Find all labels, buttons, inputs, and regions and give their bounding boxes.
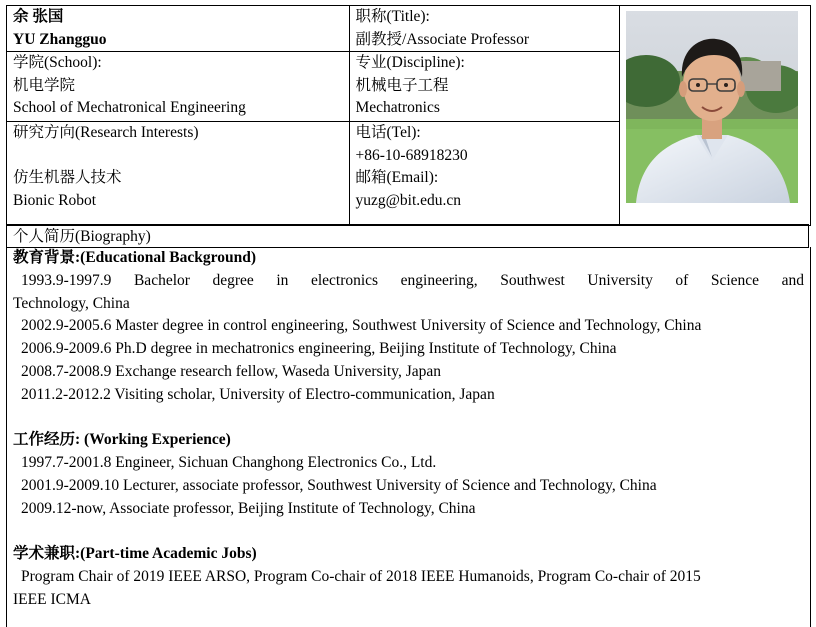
- school-cell: [7, 52, 350, 122]
- discipline-label: 专业(Discipline):: [355, 54, 465, 71]
- discipline-cell: [349, 52, 620, 122]
- work-title: 工作经历: (Working Experience): [13, 431, 231, 449]
- name-cell: [7, 6, 350, 52]
- portrait-photo: [626, 11, 798, 203]
- education-item: 2011.2-2012.2 Visiting scholar, University of Electro-communication, Japan: [21, 385, 495, 403]
- work-item: 2009.12-now, Associate professor, Beijing Institute of Technology, China: [21, 499, 476, 517]
- email-value[interactable]: yuzg@bit.edu.cn: [355, 191, 462, 209]
- title-value: 副教授/Associate Professor: [355, 30, 530, 48]
- tel-value: +86-10-68918230: [355, 146, 468, 164]
- education-item: 2006.9-2009.6 Ph.D degree in mechatronics engineering, Beijing Institute of Technology, China: [21, 340, 617, 358]
- discipline-en: Mechatronics: [355, 99, 440, 116]
- education-item-continued: Technology, China: [13, 294, 130, 312]
- biography-section: [6, 247, 811, 627]
- research-cell: [7, 122, 350, 226]
- education-title: 教育背景:(Educational Background): [13, 249, 257, 266]
- education-item: 1993.9-1997.9 Bachelor degree in electronics engineering, Southwest University of Science and: [21, 271, 804, 289]
- discipline-cn: 机械电子工程: [355, 76, 449, 94]
- research-en: Bionic Robot: [13, 191, 97, 209]
- work-item: 2001.9-2009.10 Lecturer, associate professor, Southwest University of Science and Technology, China: [21, 476, 657, 494]
- research-cn: 仿生机器人技术: [13, 169, 122, 186]
- title-cell: [349, 6, 620, 52]
- school-label: 学院(School):: [13, 54, 102, 71]
- profile-sheet: [6, 5, 811, 626]
- jobs-line: Program Chair of 2019 IEEE ARSO, Program Co-chair of 2018 IEEE Humanoids, Program Co-chair of 2015: [21, 568, 701, 586]
- research-label: 研究方向(Research Interests): [13, 124, 199, 141]
- tel-label: 电话(Tel):: [355, 124, 421, 141]
- education-item: 2008.7-2008.9 Exchange research fellow, Waseda University, Japan: [21, 362, 441, 380]
- education-item: 2002.9-2005.6 Master degree in control engineering, Southwest University of Science and Technology, China: [21, 317, 702, 335]
- contact-cell: [349, 122, 620, 226]
- school-en: School of Mechatronical Engineering: [13, 99, 246, 116]
- school-cn: 机电学院: [13, 76, 76, 94]
- name-en: YU Zhangguo: [13, 30, 107, 48]
- jobs-line-continued: IEEE ICMA: [13, 590, 91, 608]
- email-label: 邮箱(Email):: [355, 169, 439, 186]
- work-item: 1997.7-2001.8 Engineer, Sichuan Changhong Electronics Co., Ltd.: [21, 454, 437, 472]
- name-cn: 余 张国: [13, 8, 64, 25]
- jobs-title: 学术兼职:(Part-time Academic Jobs): [13, 545, 257, 563]
- title-label: 职称(Title):: [355, 8, 430, 25]
- biography-header: 个人简历(Biography): [6, 224, 809, 248]
